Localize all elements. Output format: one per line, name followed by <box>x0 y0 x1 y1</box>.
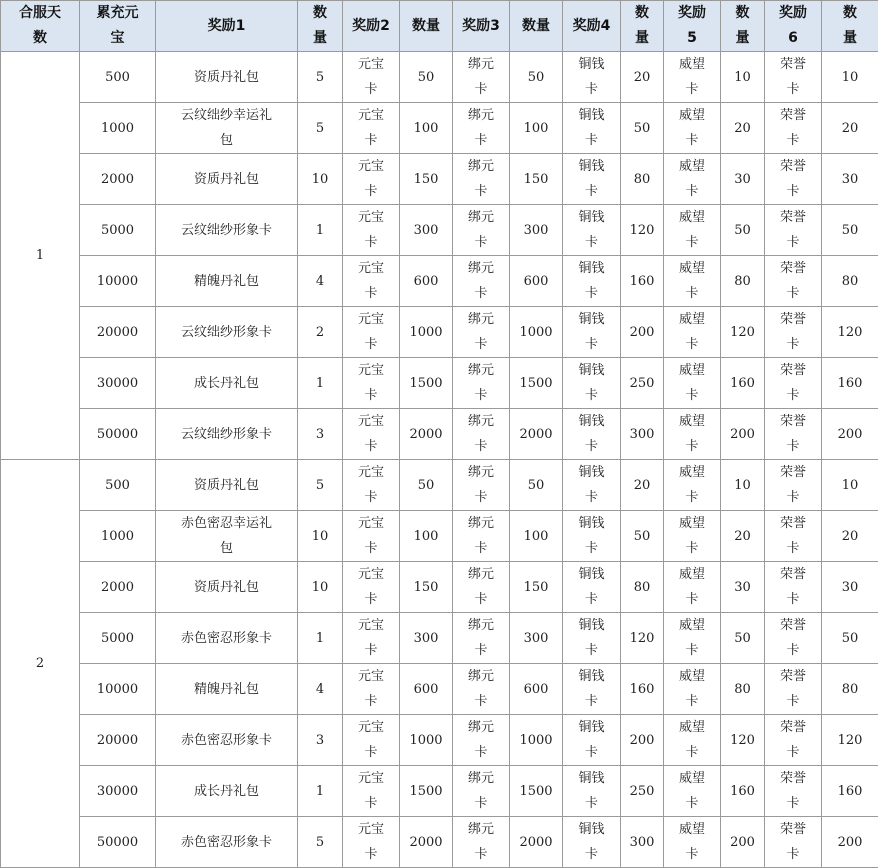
cell-r5: 威望 卡 <box>664 154 721 205</box>
cell-r6: 荣誉 卡 <box>765 103 822 154</box>
table-row <box>1 358 878 409</box>
table-row <box>1 766 878 817</box>
cell-r1: 资质丹礼包 <box>156 154 298 205</box>
cell-q1: 5 <box>298 103 343 154</box>
cell-q6: 120 <box>822 715 878 766</box>
cell-r2: 元宝 卡 <box>343 103 400 154</box>
cell-r2: 元宝 卡 <box>343 154 400 205</box>
cell-r4: 铜钱 卡 <box>563 358 621 409</box>
cell-r1: 精魄丹礼包 <box>156 256 298 307</box>
cell-r6: 荣誉 卡 <box>765 460 822 511</box>
cell-q2: 100 <box>400 511 453 562</box>
cell-r1: 云纹绌纱幸运礼 包 <box>156 103 298 154</box>
cell-r5: 威望 卡 <box>664 358 721 409</box>
cell-r5: 威望 卡 <box>664 613 721 664</box>
cell-q5: 200 <box>721 409 765 460</box>
cell-r6: 荣誉 卡 <box>765 256 822 307</box>
cell-q4: 300 <box>621 409 664 460</box>
cell-q1: 3 <box>298 409 343 460</box>
cell-amount: 30000 <box>80 358 156 409</box>
cell-q3: 100 <box>510 103 563 154</box>
cell-q4: 20 <box>621 460 664 511</box>
cell-r6: 荣誉 卡 <box>765 205 822 256</box>
cell-q5: 10 <box>721 460 765 511</box>
cell-amount: 10000 <box>80 664 156 715</box>
cell-r1: 赤色密忍形象卡 <box>156 613 298 664</box>
cell-q4: 50 <box>621 511 664 562</box>
cell-q2: 50 <box>400 52 453 103</box>
cell-r6: 荣誉 卡 <box>765 511 822 562</box>
table-row <box>1 52 878 103</box>
cell-amount: 10000 <box>80 256 156 307</box>
cell-q2: 2000 <box>400 817 453 868</box>
cell-q6: 160 <box>822 358 878 409</box>
cell-q2: 1000 <box>400 307 453 358</box>
cell-q3: 1500 <box>510 358 563 409</box>
table-row <box>1 154 878 205</box>
cell-r2: 元宝 卡 <box>343 256 400 307</box>
cell-r5: 威望 卡 <box>664 766 721 817</box>
table-row <box>1 205 878 256</box>
cell-r6: 荣誉 卡 <box>765 766 822 817</box>
cell-q2: 150 <box>400 154 453 205</box>
cell-r1: 云纹绌纱形象卡 <box>156 307 298 358</box>
cell-q2: 300 <box>400 205 453 256</box>
cell-q1: 4 <box>298 256 343 307</box>
cell-r1: 资质丹礼包 <box>156 52 298 103</box>
table-row <box>1 613 878 664</box>
cell-r5: 威望 卡 <box>664 817 721 868</box>
cell-r2: 元宝 卡 <box>343 766 400 817</box>
day-cell: 1 <box>1 52 80 460</box>
day-cell: 2 <box>1 460 80 868</box>
cell-r2: 元宝 卡 <box>343 817 400 868</box>
cell-amount: 30000 <box>80 766 156 817</box>
cell-q1: 2 <box>298 307 343 358</box>
cell-r4: 铜钱 卡 <box>563 205 621 256</box>
cell-r1: 赤色密忍形象卡 <box>156 817 298 868</box>
cell-amount: 5000 <box>80 613 156 664</box>
cell-r3: 绑元 卡 <box>453 613 510 664</box>
cell-r4: 铜钱 卡 <box>563 562 621 613</box>
cell-q3: 300 <box>510 205 563 256</box>
cell-amount: 50000 <box>80 409 156 460</box>
cell-q4: 250 <box>621 766 664 817</box>
cell-q4: 250 <box>621 358 664 409</box>
table-row <box>1 511 878 562</box>
cell-q4: 200 <box>621 307 664 358</box>
cell-amount: 2000 <box>80 562 156 613</box>
cell-q1: 10 <box>298 562 343 613</box>
cell-q2: 600 <box>400 256 453 307</box>
cell-r4: 铜钱 卡 <box>563 256 621 307</box>
cell-r3: 绑元 卡 <box>453 460 510 511</box>
cell-r2: 元宝 卡 <box>343 52 400 103</box>
cell-q5: 160 <box>721 766 765 817</box>
cell-q5: 30 <box>721 562 765 613</box>
table-row <box>1 715 878 766</box>
table-row <box>1 817 878 868</box>
cell-r4: 铜钱 卡 <box>563 511 621 562</box>
cell-q1: 1 <box>298 766 343 817</box>
cell-q6: 120 <box>822 307 878 358</box>
cell-r6: 荣誉 卡 <box>765 715 822 766</box>
cell-amount: 500 <box>80 460 156 511</box>
cell-q4: 300 <box>621 817 664 868</box>
column-header: 数量 <box>400 1 453 52</box>
cell-r6: 荣誉 卡 <box>765 613 822 664</box>
table-body <box>1 52 878 868</box>
cell-q3: 50 <box>510 460 563 511</box>
cell-r6: 荣誉 卡 <box>765 358 822 409</box>
cell-q6: 30 <box>822 154 878 205</box>
cell-q1: 1 <box>298 205 343 256</box>
table-row <box>1 460 878 511</box>
cell-q5: 120 <box>721 307 765 358</box>
cell-q6: 20 <box>822 511 878 562</box>
cell-q1: 10 <box>298 511 343 562</box>
cell-r4: 铜钱 卡 <box>563 307 621 358</box>
cell-amount: 1000 <box>80 511 156 562</box>
cell-q6: 10 <box>822 52 878 103</box>
cell-q5: 200 <box>721 817 765 868</box>
cell-r5: 威望 卡 <box>664 664 721 715</box>
cell-q4: 20 <box>621 52 664 103</box>
column-header: 数 量 <box>721 1 765 52</box>
cell-q6: 80 <box>822 256 878 307</box>
cell-q6: 160 <box>822 766 878 817</box>
cell-q5: 20 <box>721 103 765 154</box>
cell-r2: 元宝 卡 <box>343 460 400 511</box>
cell-q1: 5 <box>298 460 343 511</box>
cell-amount: 2000 <box>80 154 156 205</box>
cell-r2: 元宝 卡 <box>343 358 400 409</box>
cell-amount: 500 <box>80 52 156 103</box>
cell-q2: 100 <box>400 103 453 154</box>
cell-q1: 3 <box>298 715 343 766</box>
cell-r6: 荣誉 卡 <box>765 817 822 868</box>
cell-q3: 2000 <box>510 409 563 460</box>
cell-r3: 绑元 卡 <box>453 154 510 205</box>
cell-r1: 赤色密忍幸运礼 包 <box>156 511 298 562</box>
cell-r5: 威望 卡 <box>664 715 721 766</box>
cell-q2: 50 <box>400 460 453 511</box>
cell-r1: 精魄丹礼包 <box>156 664 298 715</box>
column-header: 奖励4 <box>563 1 621 52</box>
cell-r5: 威望 卡 <box>664 103 721 154</box>
cell-r6: 荣誉 卡 <box>765 409 822 460</box>
cell-r3: 绑元 卡 <box>453 409 510 460</box>
cell-r2: 元宝 卡 <box>343 715 400 766</box>
cell-q6: 30 <box>822 562 878 613</box>
cell-q2: 600 <box>400 664 453 715</box>
column-header: 数量 <box>510 1 563 52</box>
cell-r3: 绑元 卡 <box>453 205 510 256</box>
cell-r1: 成长丹礼包 <box>156 358 298 409</box>
cell-q3: 300 <box>510 613 563 664</box>
cell-q2: 300 <box>400 613 453 664</box>
cell-q5: 120 <box>721 715 765 766</box>
cell-amount: 1000 <box>80 103 156 154</box>
cell-r6: 荣誉 卡 <box>765 154 822 205</box>
cell-q4: 120 <box>621 205 664 256</box>
cell-r4: 铜钱 卡 <box>563 766 621 817</box>
cell-r1: 资质丹礼包 <box>156 460 298 511</box>
cell-q5: 80 <box>721 256 765 307</box>
cell-q1: 5 <box>298 817 343 868</box>
cell-r6: 荣誉 卡 <box>765 664 822 715</box>
header-row <box>1 1 878 52</box>
cell-q1: 5 <box>298 52 343 103</box>
column-header: 合服天 数 <box>1 1 80 52</box>
cell-q6: 10 <box>822 460 878 511</box>
cell-r4: 铜钱 卡 <box>563 715 621 766</box>
table-row <box>1 256 878 307</box>
cell-r3: 绑元 卡 <box>453 766 510 817</box>
cell-q5: 10 <box>721 52 765 103</box>
cell-q6: 20 <box>822 103 878 154</box>
cell-q5: 160 <box>721 358 765 409</box>
cell-r2: 元宝 卡 <box>343 511 400 562</box>
cell-q4: 50 <box>621 103 664 154</box>
cell-q6: 200 <box>822 817 878 868</box>
cell-r2: 元宝 卡 <box>343 562 400 613</box>
cell-q5: 50 <box>721 613 765 664</box>
cell-r5: 威望 卡 <box>664 511 721 562</box>
column-header: 数 量 <box>822 1 878 52</box>
cell-r3: 绑元 卡 <box>453 715 510 766</box>
cell-r2: 元宝 卡 <box>343 409 400 460</box>
column-header: 奖励 5 <box>664 1 721 52</box>
cell-r1: 云纹绌纱形象卡 <box>156 205 298 256</box>
cell-r3: 绑元 卡 <box>453 664 510 715</box>
cell-q3: 600 <box>510 256 563 307</box>
cell-r6: 荣誉 卡 <box>765 562 822 613</box>
cell-r3: 绑元 卡 <box>453 256 510 307</box>
cell-q1: 1 <box>298 358 343 409</box>
cell-r4: 铜钱 卡 <box>563 409 621 460</box>
cell-q4: 160 <box>621 256 664 307</box>
column-header: 奖励 6 <box>765 1 822 52</box>
cell-r3: 绑元 卡 <box>453 817 510 868</box>
cell-r4: 铜钱 卡 <box>563 460 621 511</box>
cell-r1: 成长丹礼包 <box>156 766 298 817</box>
cell-q1: 4 <box>298 664 343 715</box>
cell-q3: 100 <box>510 511 563 562</box>
cell-amount: 50000 <box>80 817 156 868</box>
cell-q4: 80 <box>621 562 664 613</box>
cell-q2: 1000 <box>400 715 453 766</box>
table-row <box>1 562 878 613</box>
cell-r2: 元宝 卡 <box>343 307 400 358</box>
cell-r3: 绑元 卡 <box>453 511 510 562</box>
cell-q4: 80 <box>621 154 664 205</box>
cell-r6: 荣誉 卡 <box>765 52 822 103</box>
cell-r3: 绑元 卡 <box>453 562 510 613</box>
column-header: 数 量 <box>298 1 343 52</box>
cell-q5: 80 <box>721 664 765 715</box>
cell-q3: 150 <box>510 562 563 613</box>
cell-r1: 赤色密忍形象卡 <box>156 715 298 766</box>
column-header: 奖励1 <box>156 1 298 52</box>
cell-q4: 160 <box>621 664 664 715</box>
cell-q6: 200 <box>822 409 878 460</box>
cell-q1: 1 <box>298 613 343 664</box>
cell-q3: 1000 <box>510 715 563 766</box>
cell-q3: 600 <box>510 664 563 715</box>
cell-q3: 1000 <box>510 307 563 358</box>
cell-q4: 200 <box>621 715 664 766</box>
cell-q6: 50 <box>822 613 878 664</box>
cell-amount: 20000 <box>80 307 156 358</box>
cell-q3: 150 <box>510 154 563 205</box>
cell-q5: 30 <box>721 154 765 205</box>
cell-q2: 1500 <box>400 358 453 409</box>
cell-r5: 威望 卡 <box>664 562 721 613</box>
cell-q5: 20 <box>721 511 765 562</box>
cell-q3: 2000 <box>510 817 563 868</box>
table-row <box>1 664 878 715</box>
cell-r4: 铜钱 卡 <box>563 52 621 103</box>
cell-r3: 绑元 卡 <box>453 358 510 409</box>
cell-r3: 绑元 卡 <box>453 52 510 103</box>
cell-r3: 绑元 卡 <box>453 307 510 358</box>
cell-r6: 荣誉 卡 <box>765 307 822 358</box>
cell-q5: 50 <box>721 205 765 256</box>
cell-r5: 威望 卡 <box>664 256 721 307</box>
cell-r4: 铜钱 卡 <box>563 103 621 154</box>
cell-r2: 元宝 卡 <box>343 613 400 664</box>
cell-q6: 50 <box>822 205 878 256</box>
cell-amount: 20000 <box>80 715 156 766</box>
cell-r4: 铜钱 卡 <box>563 154 621 205</box>
cell-r1: 资质丹礼包 <box>156 562 298 613</box>
table-row <box>1 103 878 154</box>
cell-r5: 威望 卡 <box>664 409 721 460</box>
cell-r5: 威望 卡 <box>664 205 721 256</box>
cell-q6: 80 <box>822 664 878 715</box>
cell-q3: 50 <box>510 52 563 103</box>
column-header: 奖励3 <box>453 1 510 52</box>
cell-r4: 铜钱 卡 <box>563 817 621 868</box>
table-header <box>1 1 878 52</box>
cell-q1: 10 <box>298 154 343 205</box>
cell-q2: 2000 <box>400 409 453 460</box>
cell-r3: 绑元 卡 <box>453 103 510 154</box>
column-header: 数 量 <box>621 1 664 52</box>
table-row <box>1 409 878 460</box>
cell-q2: 1500 <box>400 766 453 817</box>
cell-q4: 120 <box>621 613 664 664</box>
cell-r5: 威望 卡 <box>664 307 721 358</box>
cell-r5: 威望 卡 <box>664 460 721 511</box>
cell-r4: 铜钱 卡 <box>563 664 621 715</box>
cell-r1: 云纹绌纱形象卡 <box>156 409 298 460</box>
cell-r4: 铜钱 卡 <box>563 613 621 664</box>
table-row <box>1 307 878 358</box>
column-header: 累充元 宝 <box>80 1 156 52</box>
cell-q3: 1500 <box>510 766 563 817</box>
cell-r2: 元宝 卡 <box>343 205 400 256</box>
cell-r2: 元宝 卡 <box>343 664 400 715</box>
cell-r5: 威望 卡 <box>664 52 721 103</box>
cell-q2: 150 <box>400 562 453 613</box>
cell-amount: 5000 <box>80 205 156 256</box>
column-header: 奖励2 <box>343 1 400 52</box>
